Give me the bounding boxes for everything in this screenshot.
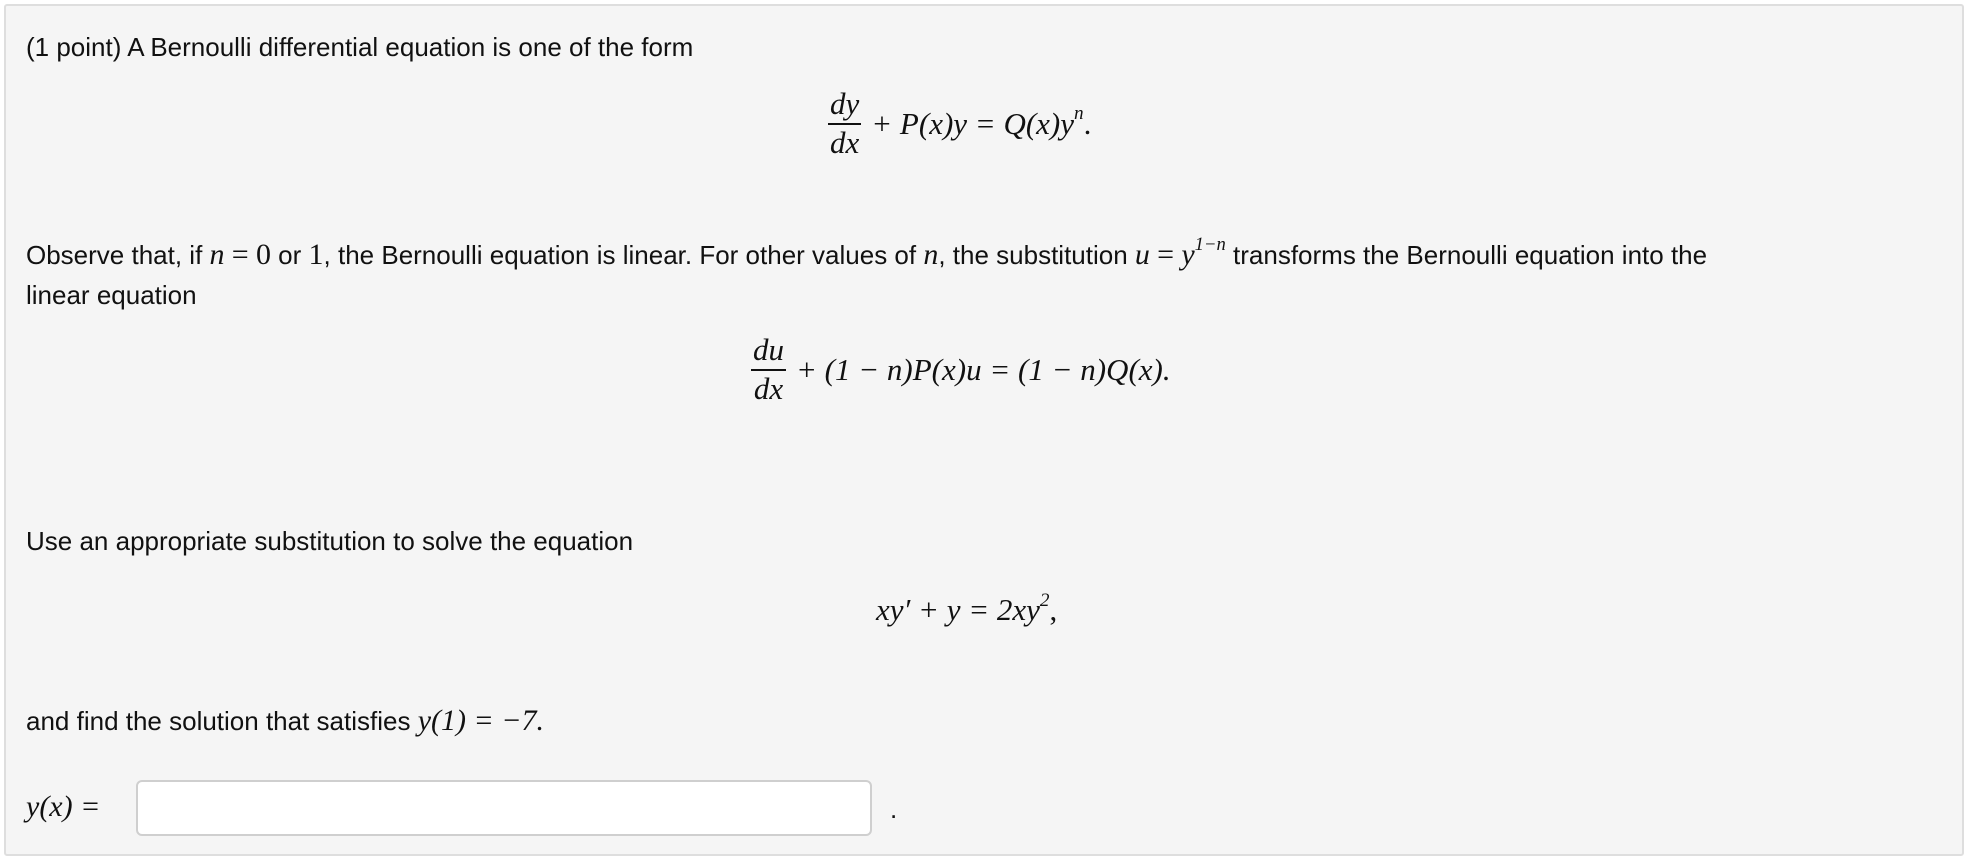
use-text: Use an appropriate substitution to solve the equation bbox=[26, 526, 634, 556]
math-u: u bbox=[1134, 238, 1150, 271]
condition-text: and find the solution that satisfies bbox=[26, 706, 411, 736]
condition-line bbox=[26, 704, 544, 738]
bernoulli-equation bbox=[828, 88, 1091, 159]
equation-rest: + (1 − n)P(x)u = (1 − n)Q(x). bbox=[796, 351, 1171, 387]
exponent: n bbox=[1074, 103, 1084, 125]
fraction-denominator: dx bbox=[753, 370, 784, 406]
fraction-numerator: du bbox=[751, 334, 786, 371]
observe-line-1: Observe that, if n = 0 or 1, the Bernoulli equation is linear. For other values of n, the substitution $u = y^{1-n}$ transforms the Bernoulli equation into the bbox=[26, 234, 1708, 271]
math-n: n bbox=[209, 238, 225, 271]
points-label: (1 point) bbox=[26, 32, 122, 62]
intro-line bbox=[26, 32, 693, 63]
equation-rest: + $P(x)y = Q(x)y^n$. bbox=[871, 103, 1092, 141]
answer-input[interactable] bbox=[136, 780, 872, 836]
math-n: n bbox=[923, 238, 939, 271]
answer-label: y(x) = bbox=[26, 790, 101, 823]
fraction-numerator: dy bbox=[828, 88, 861, 125]
intro-text: A Bernoulli differential equation is one of the form bbox=[127, 32, 694, 62]
observe-line-2: linear equation bbox=[26, 280, 197, 310]
math-y-power: $y^{1-n}$ bbox=[1181, 234, 1226, 271]
math-zero: 0 bbox=[255, 238, 271, 271]
dy-dx-fraction bbox=[828, 88, 861, 159]
linear-equation bbox=[751, 334, 1171, 405]
problem-container bbox=[4, 4, 1964, 856]
given-equation: $xy' + y = 2xy^2$, bbox=[876, 589, 1058, 627]
du-dx-fraction bbox=[751, 334, 786, 405]
math-one: 1 bbox=[308, 238, 324, 271]
fraction-denominator: dx bbox=[830, 124, 860, 160]
condition-math: y(1) = −7. bbox=[417, 704, 544, 737]
answer-period: . bbox=[890, 794, 898, 824]
exponent: 2 bbox=[1039, 589, 1050, 611]
